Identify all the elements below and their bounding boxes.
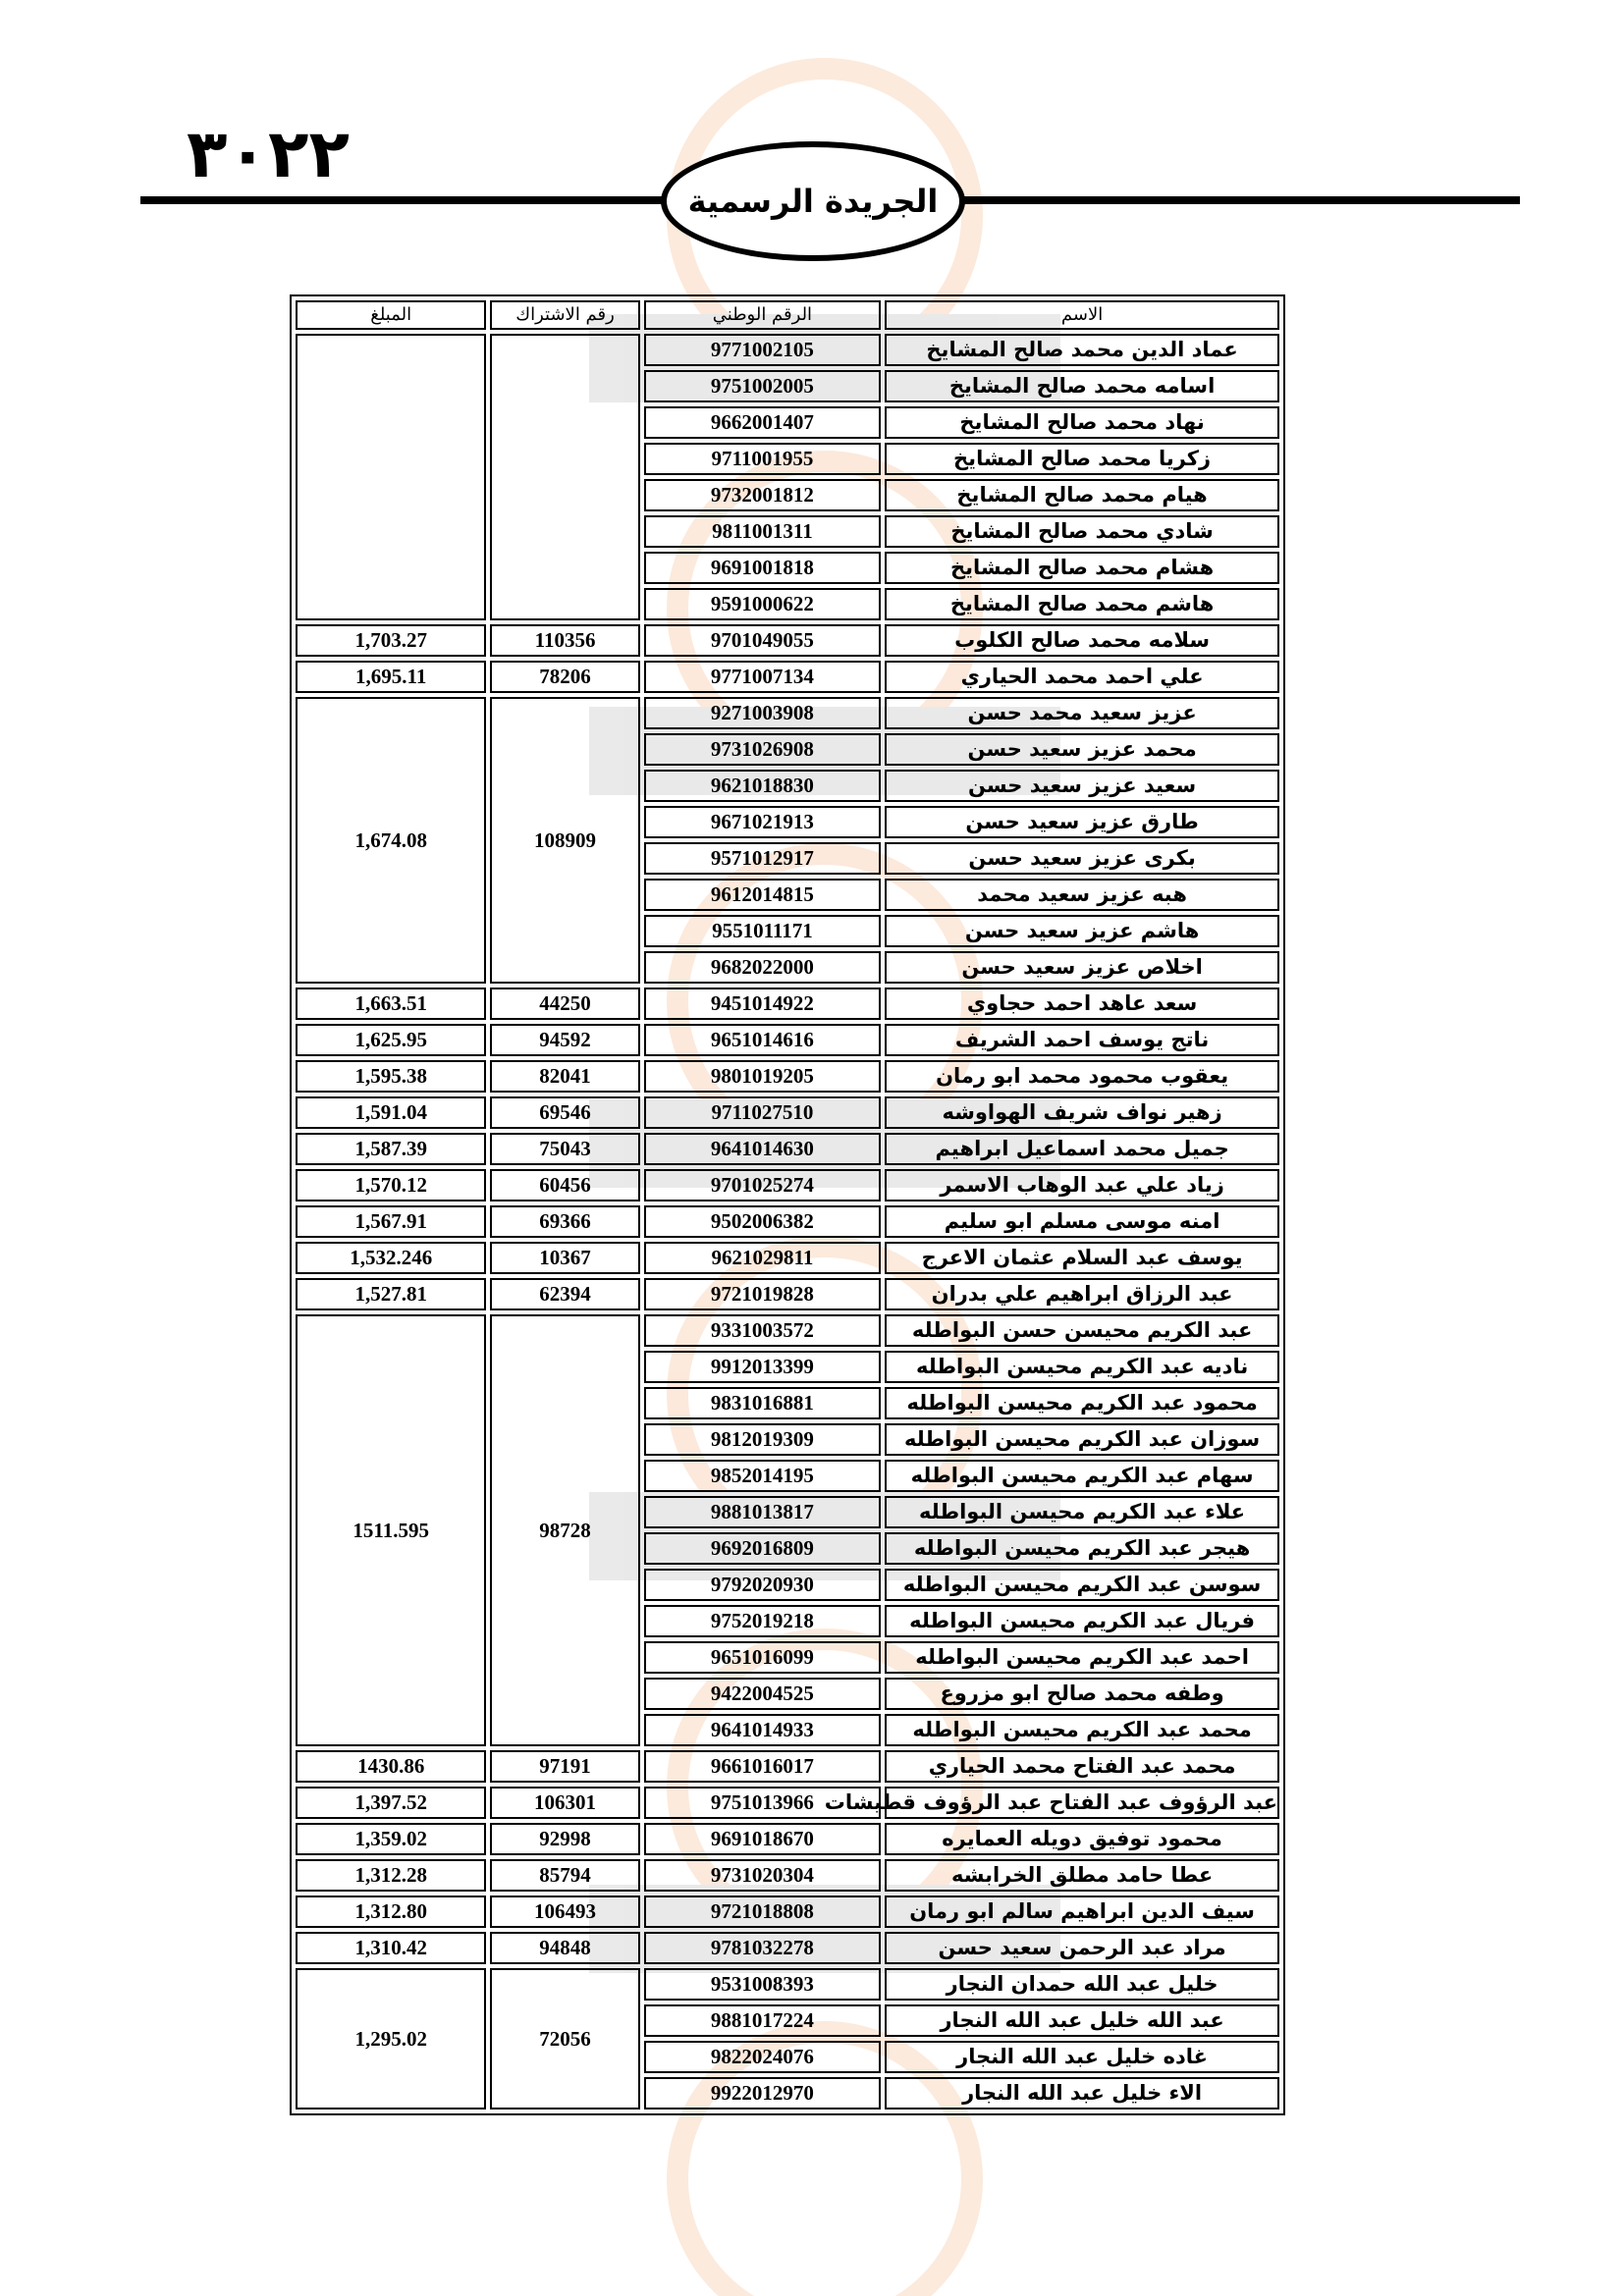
table-row	[296, 661, 1279, 693]
table-row	[296, 988, 1279, 1020]
national-id-cell: 9781032278	[644, 1932, 881, 1964]
table-row	[296, 334, 1279, 366]
national-id-cell: 9822024076	[644, 2041, 881, 2073]
name-cell: سعد عاهد احمد حجاوي	[885, 988, 1279, 1020]
name-cell: محمد عزيز سعيد حسن	[885, 733, 1279, 766]
name-cell: سعيد عزيز سعيد حسن	[885, 770, 1279, 802]
table-row	[296, 1242, 1279, 1274]
subscription-cell	[490, 334, 639, 620]
subscription-cell: 60456	[490, 1169, 639, 1201]
name-cell: هيام محمد صالح المشايخ	[885, 479, 1279, 511]
national-id-cell: 9641014933	[644, 1714, 881, 1746]
amount-cell	[296, 334, 486, 620]
name-cell: هيجر عبد الكريم محيسن البواطله	[885, 1532, 1279, 1565]
name-cell: سهام عبد الكريم محيسن البواطله	[885, 1460, 1279, 1492]
national-id-cell: 9881013817	[644, 1496, 881, 1528]
column-header-name: الاسم	[885, 300, 1279, 330]
name-cell: هاشم عزيز سعيد حسن	[885, 915, 1279, 947]
subscription-cell: 98728	[490, 1314, 639, 1746]
subscription-cell: 108909	[490, 697, 639, 984]
national-id-cell: 9752019218	[644, 1605, 881, 1637]
national-id-cell: 9792020930	[644, 1569, 881, 1601]
subscription-cell: 110356	[490, 624, 639, 657]
national-id-cell: 9661016017	[644, 1750, 881, 1783]
national-id-cell: 9682022000	[644, 951, 881, 984]
national-id-cell: 9751002005	[644, 370, 881, 402]
amount-cell: 1,295.02	[296, 1968, 486, 2109]
name-cell: علي احمد محمد الحياري	[885, 661, 1279, 693]
amount-cell: 1,397.52	[296, 1787, 486, 1819]
name-cell: يعقوب محمود محمد ابو رمان	[885, 1060, 1279, 1093]
table-row	[296, 1024, 1279, 1056]
name-cell: عزيز سعيد محمد حسن	[885, 697, 1279, 729]
national-id-cell: 9721018808	[644, 1896, 881, 1928]
national-id-cell: 9711001955	[644, 443, 881, 475]
name-cell: محمود توفيق دويله العمايره	[885, 1823, 1279, 1855]
publication-title-oval	[661, 141, 965, 261]
name-cell: مراد عبد الرحمن سعيد حسن	[885, 1932, 1279, 1964]
subscription-cell: 62394	[490, 1278, 639, 1310]
subscription-cell: 44250	[490, 988, 639, 1020]
name-cell: عبد الله خليل عبد الله النجار	[885, 2004, 1279, 2037]
subscription-cell: 106301	[490, 1787, 639, 1819]
amount-cell: 1,625.95	[296, 1024, 486, 1056]
table-row	[296, 1314, 1279, 1347]
name-cell: زهير نواف شريف الهواوشه	[885, 1096, 1279, 1129]
table-row	[296, 1060, 1279, 1093]
subscription-cell: 97191	[490, 1750, 639, 1783]
national-id-cell: 9331003572	[644, 1314, 881, 1347]
national-id-cell: 9701025274	[644, 1169, 881, 1201]
national-id-cell: 9731020304	[644, 1859, 881, 1892]
name-cell: جميل محمد اسماعيل ابراهيم	[885, 1133, 1279, 1165]
name-cell: محمود عبد الكريم محيسن البواطله	[885, 1387, 1279, 1419]
name-cell: سيف الدين ابراهيم سالم ابو رمان	[885, 1896, 1279, 1928]
table-row	[296, 624, 1279, 657]
name-cell: خليل عبد الله حمدان النجار	[885, 1968, 1279, 2001]
national-id-cell: 9502006382	[644, 1205, 881, 1238]
table-row	[296, 697, 1279, 729]
national-id-cell: 9731026908	[644, 733, 881, 766]
national-id-cell: 9621018830	[644, 770, 881, 802]
national-id-cell: 9852014195	[644, 1460, 881, 1492]
table-row	[296, 1750, 1279, 1783]
name-cell: عبد الكريم محيسن حسن البواطله	[885, 1314, 1279, 1347]
national-id-cell: 9422004525	[644, 1678, 881, 1710]
page-number: ٣٠٢٢	[187, 116, 351, 193]
subscription-cell: 75043	[490, 1133, 639, 1165]
table-row	[296, 1859, 1279, 1892]
national-id-cell: 9831016881	[644, 1387, 881, 1419]
name-cell: عماد الدين محمد صالح المشايخ	[885, 334, 1279, 366]
national-id-cell: 9271003908	[644, 697, 881, 729]
amount-cell: 1,703.27	[296, 624, 486, 657]
subscription-cell: 94848	[490, 1932, 639, 1964]
name-cell: غاده خليل عبد الله النجار	[885, 2041, 1279, 2073]
amount-cell: 1,359.02	[296, 1823, 486, 1855]
subscription-cell: 72056	[490, 1968, 639, 2109]
national-id-cell: 9711027510	[644, 1096, 881, 1129]
table-row	[296, 1932, 1279, 1964]
national-id-cell: 9612014815	[644, 879, 881, 911]
amount-cell: 1,312.80	[296, 1896, 486, 1928]
subscription-cell: 10367	[490, 1242, 639, 1274]
national-id-cell: 9811001311	[644, 515, 881, 548]
amount-cell: 1430.86	[296, 1750, 486, 1783]
name-cell: يوسف عبد السلام عثمان الاعرج	[885, 1242, 1279, 1274]
name-cell: احمد عبد الكريم محيسن البواطله	[885, 1641, 1279, 1674]
amount-cell: 1,310.42	[296, 1932, 486, 1964]
national-id-cell: 9621029811	[644, 1242, 881, 1274]
name-cell: فريال عبد الكريم محيسن البواطله	[885, 1605, 1279, 1637]
name-cell: الاء خليل عبد الله النجار	[885, 2077, 1279, 2109]
name-cell: سوسن عبد الكريم محيسن البواطله	[885, 1569, 1279, 1601]
subscription-cell: 82041	[490, 1060, 639, 1093]
name-cell: ناديه عبد الكريم محيسن البواطله	[885, 1351, 1279, 1383]
national-id-cell: 9771007134	[644, 661, 881, 693]
table-row	[296, 1133, 1279, 1165]
column-header-amount: المبلغ	[296, 300, 486, 330]
name-cell: زكريا محمد صالح المشايخ	[885, 443, 1279, 475]
column-header-subscription: رقم الاشتراك	[490, 300, 639, 330]
national-id-cell: 9662001407	[644, 406, 881, 439]
national-id-cell: 9771002105	[644, 334, 881, 366]
name-cell: امنه موسى مسلم ابو سليم	[885, 1205, 1279, 1238]
national-id-cell: 9451014922	[644, 988, 881, 1020]
amount-cell: 1,695.11	[296, 661, 486, 693]
national-id-cell: 9641014630	[644, 1133, 881, 1165]
table-row	[296, 1278, 1279, 1310]
name-cell: نهاد محمد صالح المشايخ	[885, 406, 1279, 439]
amount-cell: 1,570.12	[296, 1169, 486, 1201]
national-id-cell: 9751013966	[644, 1787, 881, 1819]
name-cell: محمد عبد الكريم محيسن البواطله	[885, 1714, 1279, 1746]
national-id-cell: 9922012970	[644, 2077, 881, 2109]
national-id-cell: 9651014616	[644, 1024, 881, 1056]
name-cell: وطفه محمد صالح ابو مزروع	[885, 1678, 1279, 1710]
subscription-cell: 69366	[490, 1205, 639, 1238]
name-cell: سلامه محمد صالح الكلوب	[885, 624, 1279, 657]
name-cell: محمد عبد الفتاح محمد الحياري	[885, 1750, 1279, 1783]
name-cell: هاشم محمد صالح المشايخ	[885, 588, 1279, 620]
national-id-cell: 9881017224	[644, 2004, 881, 2037]
national-id-cell: 9571012917	[644, 842, 881, 875]
name-cell: عبد الرؤوف عبد الفتاح عبد الرؤوف قطيشات	[885, 1787, 1279, 1819]
name-cell: هشام محمد صالح المشايخ	[885, 552, 1279, 584]
national-id-cell: 9691018670	[644, 1823, 881, 1855]
table-row	[296, 1823, 1279, 1855]
subscription-cell: 85794	[490, 1859, 639, 1892]
name-cell: زياد علي عبد الوهاب الاسمر	[885, 1169, 1279, 1201]
table-row	[296, 1205, 1279, 1238]
national-id-cell: 9721019828	[644, 1278, 881, 1310]
name-cell: طارق عزيز سعيد حسن	[885, 806, 1279, 838]
amount-cell: 1,595.38	[296, 1060, 486, 1093]
subscription-cell: 94592	[490, 1024, 639, 1056]
national-id-cell: 9591000622	[644, 588, 881, 620]
amount-cell: 1,674.08	[296, 697, 486, 984]
national-id-cell: 9651016099	[644, 1641, 881, 1674]
subscription-cell: 106493	[490, 1896, 639, 1928]
national-id-cell: 9691001818	[644, 552, 881, 584]
table-row	[296, 1896, 1279, 1928]
amount-cell: 1,587.39	[296, 1133, 486, 1165]
name-cell: سوزان عبد الكريم محيسن البواطله	[885, 1423, 1279, 1456]
national-id-cell: 9671021913	[644, 806, 881, 838]
table-header-row	[296, 300, 1279, 330]
amount-cell: 1,532.246	[296, 1242, 486, 1274]
name-cell: ناتج يوسف احمد الشريف	[885, 1024, 1279, 1056]
subscription-cell: 69546	[490, 1096, 639, 1129]
national-id-cell: 9732001812	[644, 479, 881, 511]
name-cell: شادي محمد صالح المشايخ	[885, 515, 1279, 548]
name-cell: بكرى عزيز سعيد حسن	[885, 842, 1279, 875]
table-row	[296, 1787, 1279, 1819]
national-id-cell: 9912013399	[644, 1351, 881, 1383]
amount-cell: 1,591.04	[296, 1096, 486, 1129]
table-row	[296, 1096, 1279, 1129]
name-cell: عطا حامد مطلق الخرابشه	[885, 1859, 1279, 1892]
table-row	[296, 1968, 1279, 2001]
name-cell: اسامه محمد صالح المشايخ	[885, 370, 1279, 402]
publication-title: الجريدة الرسمية	[687, 183, 939, 220]
amount-cell: 1,663.51	[296, 988, 486, 1020]
national-id-cell: 9812019309	[644, 1423, 881, 1456]
national-id-cell: 9701049055	[644, 624, 881, 657]
name-cell: اخلاص عزيز سعيد حسن	[885, 951, 1279, 984]
table-row	[296, 1169, 1279, 1201]
subscription-cell: 78206	[490, 661, 639, 693]
name-cell: هبه عزيز سعيد محمد	[885, 879, 1279, 911]
national-id-cell: 9531008393	[644, 1968, 881, 2001]
name-cell: عبد الرزاق ابراهيم علي بدران	[885, 1278, 1279, 1310]
name-cell: علاء عبد الكريم محيسن البواطله	[885, 1496, 1279, 1528]
column-header-national-id: الرقم الوطني	[644, 300, 881, 330]
amount-cell: 1,527.81	[296, 1278, 486, 1310]
records-table	[290, 294, 1285, 2115]
amount-cell: 1511.595	[296, 1314, 486, 1746]
national-id-cell: 9801019205	[644, 1060, 881, 1093]
amount-cell: 1,567.91	[296, 1205, 486, 1238]
amount-cell: 1,312.28	[296, 1859, 486, 1892]
national-id-cell: 9692016809	[644, 1532, 881, 1565]
subscription-cell: 92998	[490, 1823, 639, 1855]
national-id-cell: 9551011171	[644, 915, 881, 947]
